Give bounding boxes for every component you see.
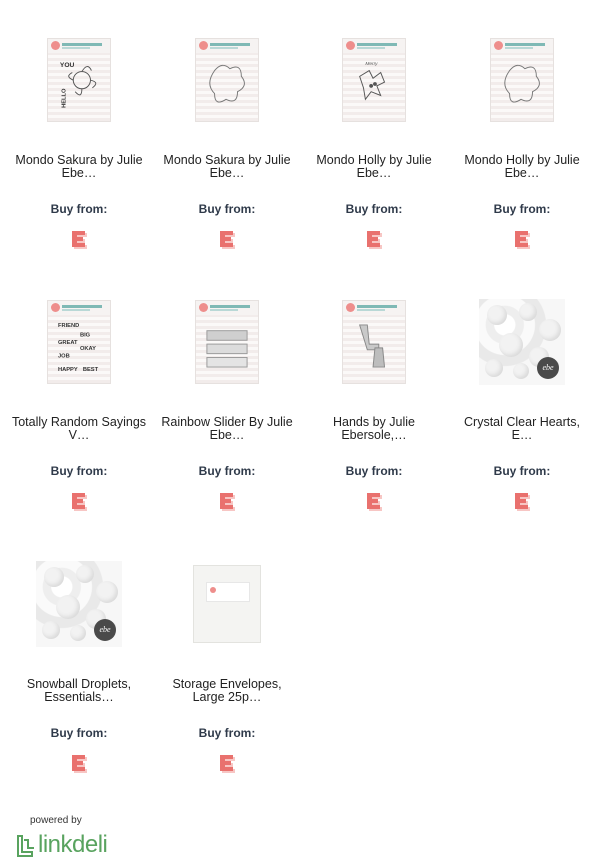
product-package	[47, 38, 111, 122]
product-thumbnail[interactable]	[183, 299, 271, 385]
product-card[interactable]	[153, 0, 301, 262]
powered-by-text: powered by	[30, 815, 82, 826]
product-title[interactable]: Totally Random Sayings V…	[11, 415, 147, 442]
product-thumbnail[interactable]	[183, 37, 271, 123]
product-thumbnail[interactable]	[35, 37, 123, 123]
buy-from-label: Buy from:	[50, 464, 108, 478]
product-package	[195, 300, 259, 384]
product-card[interactable]	[153, 262, 301, 524]
product-package	[342, 38, 406, 122]
svg-text:Merry: Merry	[365, 61, 378, 67]
product-title[interactable]: Mondo Sakura by Julie Ebe…	[15, 153, 143, 180]
svg-text:BIG: BIG	[79, 332, 91, 339]
buy-from-label: Buy from:	[493, 464, 551, 478]
svg-text:GREAT: GREAT	[57, 340, 78, 347]
e-shop-icon[interactable]	[364, 490, 384, 512]
svg-text:JOB: JOB	[57, 353, 70, 360]
product-card[interactable]	[5, 262, 153, 524]
svg-text:BEST: BEST	[82, 366, 99, 373]
svg-text:FRIEND: FRIEND	[57, 322, 80, 329]
ebe-badge-icon: ebe	[537, 357, 559, 379]
e-shop-icon[interactable]	[364, 228, 384, 250]
envelope-photo	[184, 561, 270, 647]
product-card[interactable]	[153, 524, 301, 786]
linkdeli-mark-icon	[14, 832, 36, 858]
product-title[interactable]: Mondo Sakura by Julie Ebe…	[163, 153, 291, 180]
product-title[interactable]: Rainbow Slider By Julie Ebe…	[161, 415, 293, 442]
e-shop-icon[interactable]	[512, 228, 532, 250]
e-shop-icon[interactable]	[512, 490, 532, 512]
linkdeli-wordmark: linkdeli	[38, 831, 108, 858]
product-thumbnail[interactable]	[478, 299, 566, 385]
linkdeli-logo[interactable]	[14, 830, 107, 860]
buy-from-label: Buy from:	[493, 202, 551, 216]
product-thumbnail[interactable]	[478, 37, 566, 123]
e-shop-icon[interactable]	[69, 752, 89, 774]
svg-text:YOU: YOU	[59, 61, 75, 69]
e-shop-icon[interactable]	[69, 490, 89, 512]
product-card[interactable]	[5, 524, 153, 786]
product-card[interactable]	[448, 262, 596, 524]
product-thumbnail[interactable]	[35, 561, 123, 647]
product-title[interactable]: Mondo Holly by Julie Ebe…	[316, 153, 432, 180]
product-title[interactable]: Mondo Holly by Julie Ebe…	[464, 153, 580, 180]
svg-text:OKAY: OKAY	[79, 345, 96, 352]
product-package	[342, 300, 406, 384]
product-package	[47, 300, 111, 384]
e-shop-icon[interactable]	[69, 228, 89, 250]
buy-from-label: Buy from:	[345, 464, 403, 478]
product-package	[195, 38, 259, 122]
product-card[interactable]	[5, 0, 153, 262]
product-photo	[479, 299, 565, 385]
product-photo	[36, 561, 122, 647]
e-shop-icon[interactable]	[217, 490, 237, 512]
product-card[interactable]	[300, 0, 448, 262]
ebe-badge-icon: ebe	[94, 619, 116, 641]
product-package	[490, 38, 554, 122]
buy-from-label: Buy from:	[345, 202, 403, 216]
product-title[interactable]: Hands by Julie Ebersole,…	[333, 415, 415, 442]
buy-from-label: Buy from:	[198, 464, 256, 478]
product-thumbnail[interactable]	[330, 299, 418, 385]
svg-text:HELLO: HELLO	[61, 88, 68, 108]
product-title[interactable]: Crystal Clear Hearts, E…	[464, 415, 580, 442]
buy-from-label: Buy from:	[198, 202, 256, 216]
e-shop-icon[interactable]	[217, 752, 237, 774]
product-thumbnail[interactable]	[35, 299, 123, 385]
product-thumbnail[interactable]	[183, 561, 271, 647]
e-shop-icon[interactable]	[217, 228, 237, 250]
product-thumbnail[interactable]	[330, 37, 418, 123]
product-title[interactable]: Storage Envelopes, Large 25p…	[172, 677, 282, 704]
buy-from-label: Buy from:	[50, 202, 108, 216]
buy-from-label: Buy from:	[198, 726, 256, 740]
buy-from-label: Buy from:	[50, 726, 108, 740]
product-title[interactable]: Snowball Droplets, Essentials…	[26, 677, 132, 704]
product-card[interactable]	[300, 262, 448, 524]
svg-text:HAPPY: HAPPY	[57, 366, 78, 373]
product-card[interactable]	[448, 0, 596, 262]
